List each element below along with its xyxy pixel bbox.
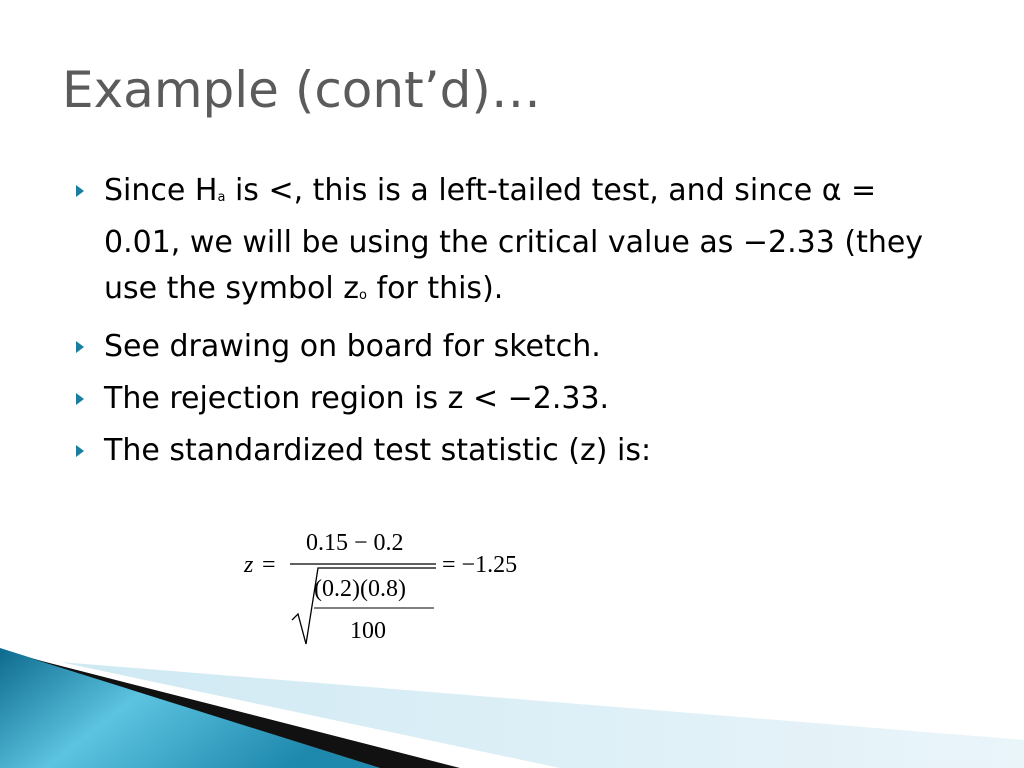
z-statistic-formula [230, 520, 570, 655]
slide-title: Example (cont’d)… [62, 61, 541, 119]
bullet-arrow-icon [76, 445, 84, 457]
formula-inner-denominator: 100 [350, 618, 386, 644]
bullet-arrow-icon [76, 185, 84, 197]
bullet-text-part: is <, this is a left-tailed test, and since α = 0.01, we will be using the critical value as −2.33 (they use the symbol z [104, 173, 924, 306]
bullet-item [76, 168, 956, 318]
bullet-arrow-icon [76, 341, 84, 353]
bullet-item [76, 376, 956, 422]
formula-equals: = [262, 552, 276, 578]
bullet-text-part: for this). [367, 271, 504, 306]
bullet-text-part: Since H [104, 173, 218, 208]
formula-lhs: z [244, 552, 254, 578]
subscript-o: o [359, 288, 367, 303]
bullet-item [76, 428, 956, 474]
bullet-item [76, 324, 956, 370]
bullet-arrow-icon [76, 393, 84, 405]
subscript-a: a [217, 190, 226, 205]
bullet-text: The rejection region is z < −2.33. [104, 381, 610, 416]
formula-result: = −1.25 [442, 552, 518, 578]
bullet-text: See drawing on board for sketch. [104, 329, 601, 364]
formula-inner-numerator: (0.2)(0.8) [314, 576, 406, 602]
decorative-swoosh [0, 640, 1024, 768]
formula-numerator: 0.15 − 0.2 [306, 530, 404, 556]
bullet-text: The standardized test statistic (z) is: [104, 433, 652, 468]
bullet-list [76, 168, 956, 480]
